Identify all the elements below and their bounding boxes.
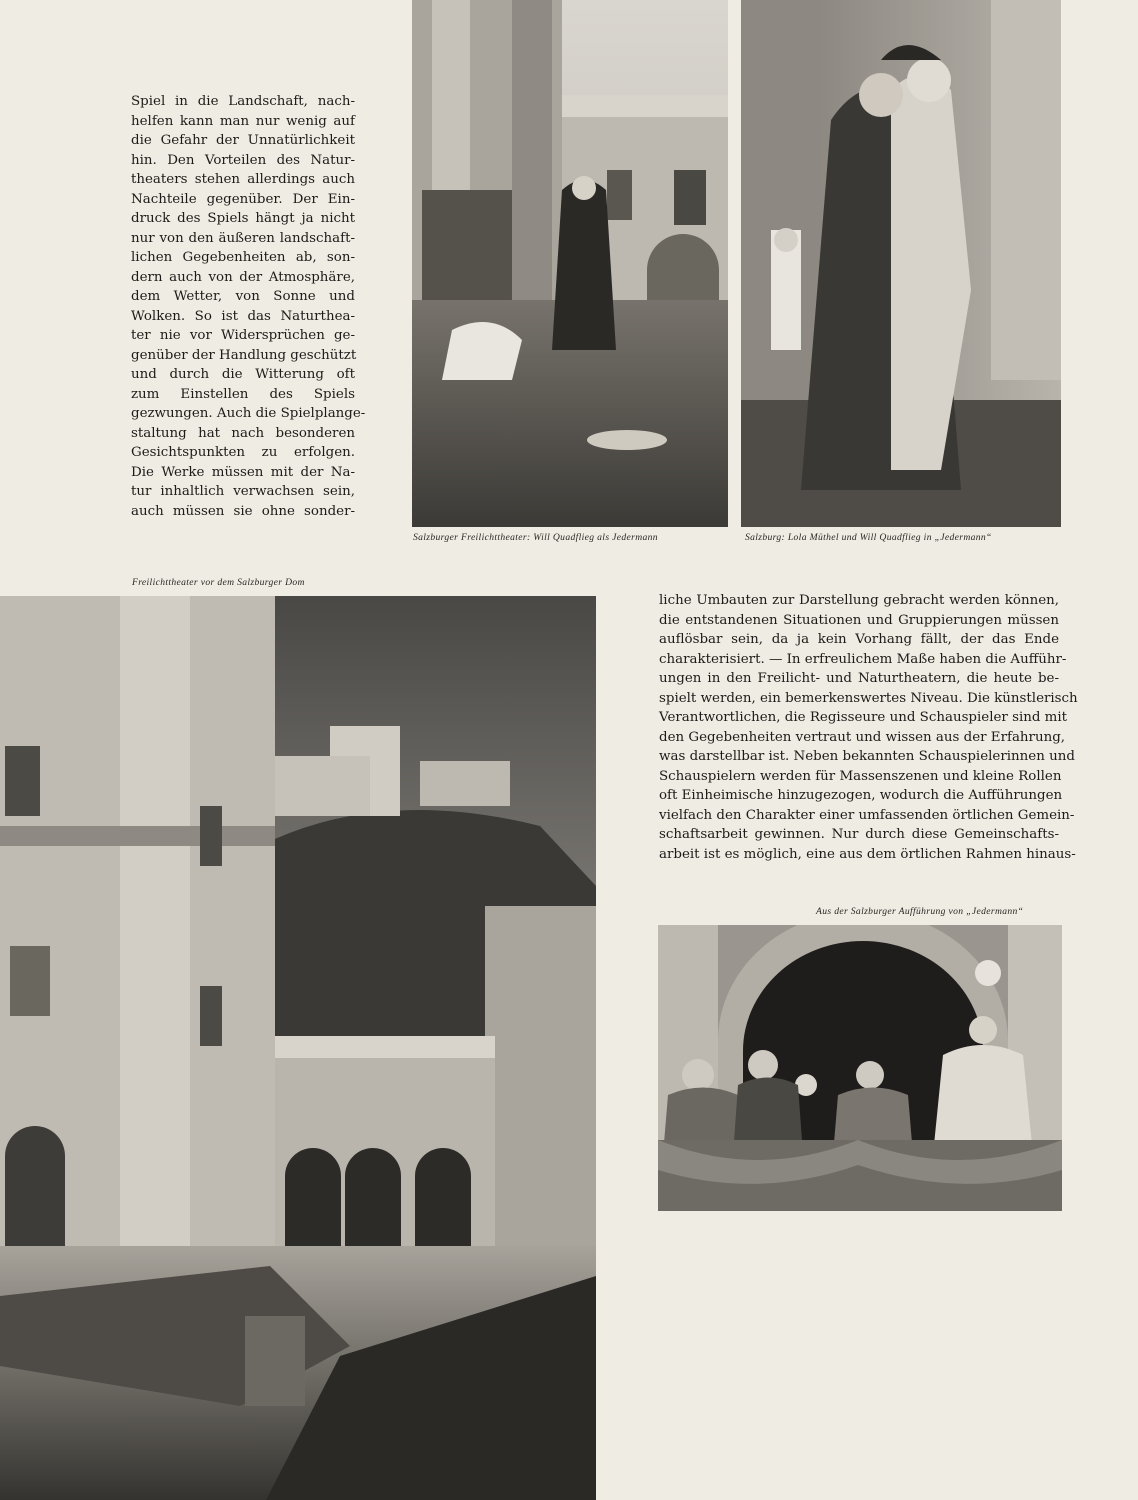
photo-lola-muethel-quadflieg (741, 0, 1061, 527)
text-line: Nachteile gegenüber. Der Ein- (131, 191, 355, 207)
text-line: ter nie vor Widersprüchen ge- (131, 328, 355, 343)
text-line: spielt werden, ein bemerkenswertes Niveau. Die künstlerisch (659, 690, 1078, 706)
text-line: ungen in den Freilicht- und Naturtheatern, die heute be- (659, 671, 1059, 686)
text-line: auch müssen sie ohne sonder- (131, 503, 355, 519)
text-line: Spiel in die Landschaft, nach- (131, 94, 355, 109)
caption-photo-cathedral: Freilichttheater vor dem Salzburger Dom (132, 577, 305, 588)
article-text-column-right (659, 591, 1078, 864)
text-line: dem Wetter, von Sonne und (131, 289, 355, 304)
text-line: charakterisiert. — In erfreulichem Maße haben die Aufführ- (659, 651, 1067, 667)
text-line: Die Werke müssen mit der Na- (131, 464, 355, 480)
text-line: liche Umbauten zur Darstellung gebracht werden können, (659, 593, 1059, 608)
text-line: Wolken. So ist das Naturthea- (131, 308, 355, 324)
text-line: die entstandenen Situationen und Gruppierungen müssen (659, 612, 1059, 628)
text-line: hin. Den Vorteilen des Natur- (131, 152, 355, 168)
text-line: genüber der Handlung geschützt (131, 347, 357, 363)
article-text-column-left (131, 92, 366, 521)
text-line: oft Einheimische hinzugezogen, wodurch die Aufführungen (659, 788, 1063, 803)
text-line: Schauspielern werden für Massenszenen und kleine Rollen (659, 768, 1062, 784)
text-line: arbeit ist es möglich, eine aus dem örtlichen Rahmen hinaus- (659, 846, 1076, 862)
text-line: lichen Gegebenheiten ab, son- (131, 250, 355, 265)
text-line: die Gefahr der Unnatürlichkeit (131, 133, 355, 148)
text-line: den Gegebenheiten vertraut und wissen aus der Erfahrung, (659, 729, 1066, 745)
text-line: zum Einstellen des Spiels (131, 386, 355, 402)
photo-jedermann-balcony (658, 925, 1062, 1211)
text-line: nur von den äußeren landschaft- (131, 230, 355, 246)
text-line: staltung hat nach besonderen (131, 425, 355, 441)
text-line: druck des Spiels hängt ja nicht (131, 211, 355, 226)
caption-photo-jedermann-stage: Salzburger Freilichttheater: Will Quadflieg als Jedermann (413, 532, 658, 543)
caption-photo-lola-muethel: Salzburg: Lola Müthel und Will Quadflieg in „Jedermann“ (745, 532, 992, 543)
text-line: schaftsarbeit gewinnen. Nur durch diese Gemeinschafts- (659, 827, 1059, 842)
photo-salzburg-cathedral-theatre (0, 596, 596, 1500)
text-line: Verantwortlichen, die Regisseure und Schauspieler sind mit (659, 710, 1068, 725)
text-line: was darstellbar ist. Neben bekannten Schauspielerinnen und (659, 749, 1075, 764)
text-line: vielfach den Charakter einer umfassenden örtlichen Gemein- (659, 807, 1075, 823)
text-line: und durch die Witterung oft (131, 367, 355, 382)
photo-jedermann-stage (412, 0, 728, 527)
text-line: auflösbar sein, da ja kein Vorhang fällt, der das Ende (659, 632, 1059, 647)
text-line: helfen kann man nur wenig auf (131, 113, 355, 129)
text-line: gezwungen. Auch die Spielplange- (131, 406, 366, 421)
text-line: tur inhaltlich verwachsen sein, (131, 484, 355, 499)
text-line: theaters stehen allerdings auch (131, 172, 355, 187)
caption-photo-balcony: Aus der Salzburger Aufführung von „Jedermann“ (816, 906, 1024, 917)
text-line: Gesichtspunkten zu erfolgen. (131, 445, 355, 460)
text-line: dern auch von der Atmosphäre, (131, 269, 355, 285)
